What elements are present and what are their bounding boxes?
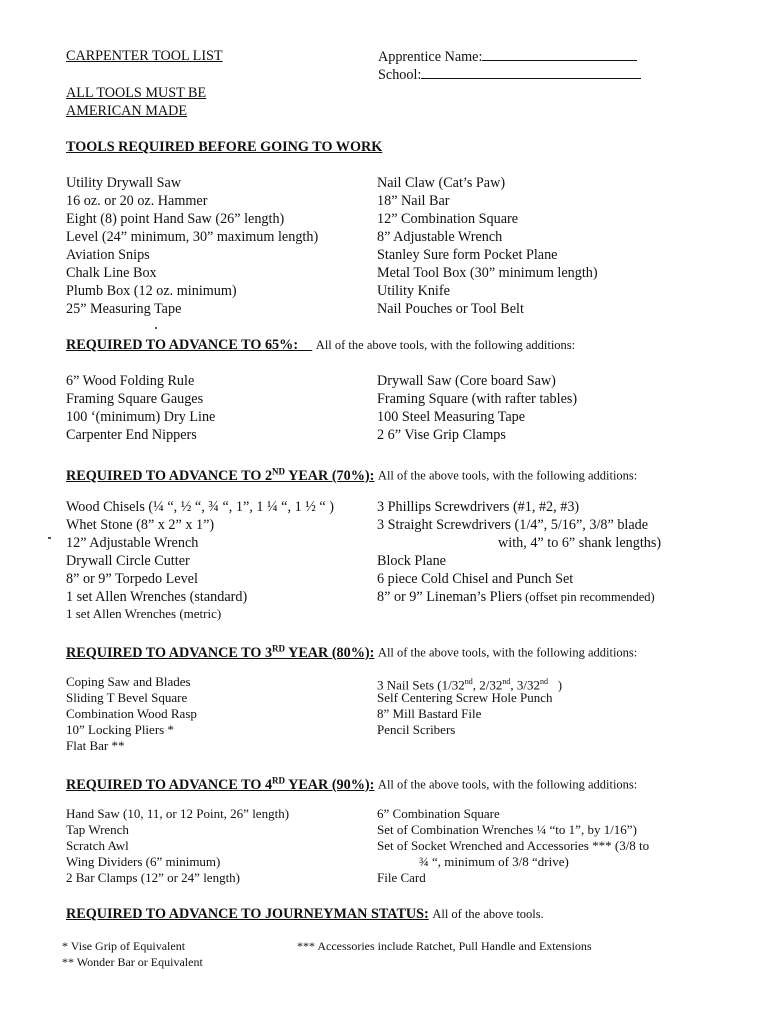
list-item: Coping Saw and Blades (66, 674, 191, 689)
list-item: Set of Socket Wrenched and Accessories *** (3/8 to (377, 838, 650, 853)
before-work-right-list (377, 174, 598, 318)
list-item: File Card (377, 870, 426, 885)
section-title-before-work: TOOLS REQUIRED BEFORE GOING TO WORK (66, 139, 383, 155)
list-item: Set of Combination Wrenches ¼ “to 1”, by 1/16”) (377, 822, 637, 837)
advance-2nd-left-list (66, 498, 334, 622)
list-item: Stanley Sure form Pocket Plane (377, 247, 558, 263)
list-item: 2 6” Vise Grip Clamps (377, 427, 506, 443)
list-item: Level (24” minimum, 30” maximum length) (66, 229, 319, 245)
apprentice-name-label: Apprentice Name: (378, 49, 483, 65)
section-note: All of the above tools. (432, 907, 544, 921)
list-item: Metal Tool Box (30” minimum length) (377, 265, 598, 281)
list-item: Drywall Saw (Core board Saw) (377, 373, 556, 389)
list-item: Carpenter End Nippers (66, 427, 197, 443)
list-item: 8” Adjustable Wrench (377, 229, 503, 245)
list-item: 6” Wood Folding Rule (66, 373, 195, 389)
notice-line-2: AMERICAN MADE (66, 103, 187, 119)
section-note: All of the above tools, with the following additions: (377, 645, 638, 660)
school-field (378, 65, 641, 84)
section-title-4th-year: REQUIRED TO ADVANCE TO 4RD YEAR (90%): All of the above tools, with the following additions: (66, 775, 638, 793)
section-note: All of the above tools, with the following additions: (377, 777, 638, 792)
list-item: 2 Bar Clamps (12” or 24” length) (66, 870, 241, 885)
school-label: School: (378, 67, 422, 83)
notice-line-1: ALL TOOLS MUST BE (66, 85, 207, 101)
list-item: 18” Nail Bar (377, 193, 450, 209)
list-item: 3 Nail Sets (1/32nd, 2/32nd, 3/32nd ) (377, 677, 563, 693)
list-item: 8” Mill Bastard File (377, 706, 482, 721)
advance-3rd-right-list (377, 674, 562, 738)
before-work-left-list (66, 174, 318, 318)
list-item: 12” Combination Square (377, 211, 519, 227)
list-item-continuation: ¾ “, minimum of 3/8 “drive) (419, 854, 569, 869)
advance-65-left-list (66, 372, 215, 444)
list-item: 6” Combination Square (377, 806, 500, 821)
list-item: Tap Wrench (66, 822, 129, 837)
footnote: *** Accessories include Ratchet, Pull Handle and Extensions (297, 939, 592, 953)
list-item: 25” Measuring Tape (66, 301, 182, 317)
list-item: Utility Knife (377, 283, 450, 299)
scan-mark (155, 327, 157, 329)
notice (66, 84, 206, 120)
list-item: Chalk Line Box (66, 265, 157, 281)
list-item: Scratch Awl (66, 838, 129, 853)
list-item: Nail Pouches or Tool Belt (377, 301, 524, 317)
list-item: 10” Locking Pliers * (66, 722, 174, 737)
list-item: Wing Dividers (6” minimum) (66, 854, 221, 869)
section-note: All of the above tools, with the following additions: (315, 338, 576, 352)
section-title-3rd-year: REQUIRED TO ADVANCE TO 3RD YEAR (80%): All of the above tools, with the following additions: (66, 643, 638, 661)
list-item: Combination Wood Rasp (66, 706, 197, 721)
list-item: Flat Bar ** (66, 738, 125, 753)
list-item: 100 Steel Measuring Tape (377, 409, 526, 425)
list-item: Eight (8) point Hand Saw (26” length) (66, 211, 285, 227)
advance-4th-left-list (66, 806, 289, 886)
apprentice-name-blank (482, 47, 637, 61)
list-item: Sliding T Bevel Square (66, 690, 188, 705)
section-title-journeyman: REQUIRED TO ADVANCE TO JOURNEYMAN STATUS: All of the above tools. (66, 906, 544, 922)
list-item: 12” Adjustable Wrench (66, 535, 199, 551)
advance-3rd-left-list (66, 674, 197, 754)
footnotes-left (62, 938, 203, 970)
list-item: 1 set Allen Wrenches (metric) (66, 606, 222, 621)
list-item: Utility Drywall Saw (66, 175, 182, 191)
list-item: Whet Stone (8” x 2” x 1”) (66, 517, 215, 533)
advance-2nd-right-list (377, 498, 661, 606)
section-note: All of the above tools, with the following additions: (377, 468, 638, 483)
list-item: Framing Square Gauges (66, 391, 204, 407)
footnote: * Vise Grip of Equivalent (62, 939, 186, 953)
section-title-2nd-year: REQUIRED TO ADVANCE TO 2ND YEAR (70%): All of the above tools, with the following additions: (66, 466, 638, 484)
list-item: 1 set Allen Wrenches (standard) (66, 589, 248, 605)
scan-mark (48, 537, 51, 539)
list-item: Drywall Circle Cutter (66, 553, 190, 569)
list-item: Plumb Box (12 oz. minimum) (66, 283, 237, 299)
section-title-65: REQUIRED TO ADVANCE TO 65%: All of the above tools, with the following additions: (66, 337, 576, 353)
advance-65-right-list (377, 372, 577, 444)
page-title: CARPENTER TOOL LIST (66, 48, 223, 64)
list-item: 8” or 9” Torpedo Level (66, 571, 198, 587)
list-item: Nail Claw (Cat’s Paw) (377, 175, 506, 191)
footnote: ** Wonder Bar or Equivalent (62, 955, 203, 969)
school-blank (421, 65, 641, 79)
advance-4th-right-list (377, 806, 649, 886)
list-item: 16 oz. or 20 oz. Hammer (66, 193, 208, 209)
list-item: Framing Square (with rafter tables) (377, 391, 578, 407)
list-item: 3 Straight Screwdrivers (1/4”, 5/16”, 3/8” blade (377, 517, 649, 533)
list-item-continuation: with, 4” to 6” shank lengths) (498, 535, 662, 551)
list-item: 8” or 9” Lineman’s Pliers (offset pin recommended) (377, 589, 655, 605)
apprentice-name-field (378, 47, 637, 66)
list-item: Hand Saw (10, 11, or 12 Point, 26” length) (66, 806, 290, 821)
list-item: 3 Phillips Screwdrivers (#1, #2, #3) (377, 499, 580, 515)
list-item: Self Centering Screw Hole Punch (377, 690, 553, 705)
list-item: Aviation Snips (66, 247, 150, 263)
list-item: Wood Chisels (¼ “, ½ “, ¾ “, 1”, 1 ¼ “, 1 ½ “ ) (66, 499, 334, 515)
list-item: Pencil Scribers (377, 722, 456, 737)
list-item: 6 piece Cold Chisel and Punch Set (377, 571, 574, 587)
list-item: Block Plane (377, 553, 446, 569)
list-item: 100 ‘(minimum) Dry Line (66, 409, 216, 425)
